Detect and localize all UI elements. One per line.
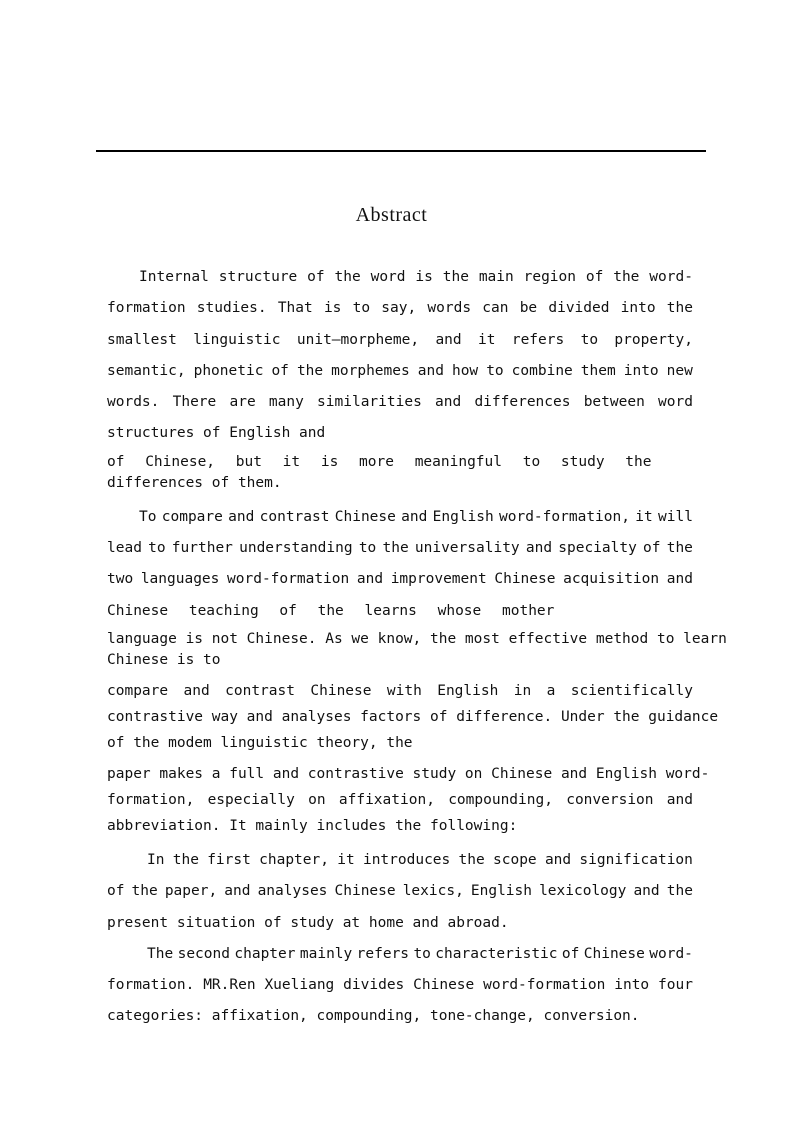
text-line: smallest linguistic unit—morpheme, and it refers to property, bbox=[107, 331, 693, 348]
text-line: contrastive way and analyses factors of difference. Under the guidance bbox=[107, 708, 719, 725]
text-line: formation, especially on affixation, compounding, conversion and bbox=[107, 791, 693, 808]
text-line: abbreviation. It mainly includes the following: bbox=[107, 817, 518, 834]
text-line: language is not Chinese. As we know, the most effective method to learn bbox=[107, 630, 727, 647]
header-rule bbox=[96, 150, 706, 152]
text-line: structures of English and bbox=[107, 425, 326, 442]
text-line: words. There are many similarities and differences between word bbox=[107, 394, 693, 411]
text-line: formation studies. That is to say, words can be divided into the bbox=[107, 300, 693, 317]
text-line: To compare and contrast Chinese and English word-formation, it will bbox=[139, 508, 693, 525]
text-line: of Chinese, but it is more meaningful to study the bbox=[107, 453, 652, 470]
text-line: Chinese is to bbox=[107, 651, 221, 668]
text-line: In the first chapter, it introduces the scope and signification bbox=[147, 851, 693, 868]
text-line: two languages word-formation and improvement Chinese acquisition and bbox=[107, 571, 693, 588]
text-line: categories: affixation, compounding, tone-change, conversion. bbox=[107, 1008, 640, 1025]
text-line: formation. MR.Ren Xueliang divides Chinese word-formation into four bbox=[107, 977, 693, 994]
text-line: Internal structure of the word is the main region of the word- bbox=[139, 269, 693, 285]
text-line: Chinese teaching of the learns whose mother bbox=[107, 602, 555, 619]
text-line: compare and contrast Chinese with English in a scientifically bbox=[107, 682, 693, 699]
text-line: differences of them. bbox=[107, 474, 282, 491]
text-line: paper makes a full and contrastive study on Chinese and English word- bbox=[107, 765, 710, 782]
text-line: semantic, phonetic of the morphemes and how to combine them into new bbox=[107, 362, 693, 379]
abstract-body bbox=[107, 264, 727, 1035]
text-line: of the paper, and analyses Chinese lexics, English lexicology and the bbox=[107, 883, 693, 900]
page-title: Abstract bbox=[355, 204, 428, 226]
text-line: The second chapter mainly refers to characteristic of Chinese word- bbox=[147, 945, 693, 962]
text-line: present situation of study at home and abroad. bbox=[107, 914, 509, 931]
text-line: lead to further understanding to the universality and specialty of the bbox=[107, 540, 693, 557]
text-line: of the modem linguistic theory, the bbox=[107, 734, 413, 751]
